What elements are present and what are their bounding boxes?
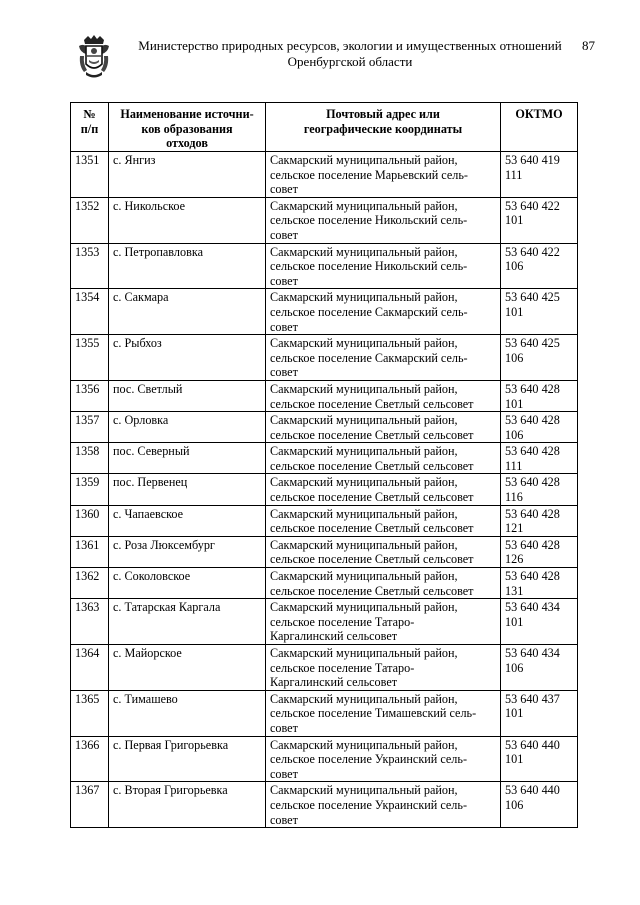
table-row [71,474,578,505]
source-name: с. Татарская Каргала [109,599,266,645]
page-header [0,34,640,84]
table-row [71,152,578,198]
oktmo-code: 53 640 425 101 [501,289,578,335]
address-cell: Сакмарский муниципальный район, сельское поселение Никольский сель- совет [266,197,501,243]
oktmo-code: 53 640 440 101 [501,736,578,782]
address-cell: Сакмарский муниципальный район, сельское поселение Татаро- Каргалинский сельсовет [266,645,501,691]
page-number: 87 [582,38,595,53]
col-header-number: № п/п [71,103,109,152]
address-cell: Сакмарский муниципальный район, сельское поселение Светлый сельсовет [266,474,501,505]
row-number: 1365 [71,690,109,736]
oktmo-code: 53 640 428 101 [501,380,578,411]
coat-of-arms-icon [76,34,112,80]
table-row [71,412,578,443]
source-name: с. Вторая Григорьевка [109,782,266,828]
oktmo-code: 53 640 428 111 [501,443,578,474]
table-row [71,599,578,645]
row-number: 1364 [71,645,109,691]
oktmo-code: 53 640 434 106 [501,645,578,691]
source-name: с. Майорское [109,645,266,691]
address-cell: Сакмарский муниципальный район, сельское поселение Украинский сель- совет [266,782,501,828]
row-number: 1363 [71,599,109,645]
table-row [71,736,578,782]
oktmo-code: 53 640 428 116 [501,474,578,505]
oktmo-code: 53 640 422 101 [501,197,578,243]
col-header-oktmo: ОКТМО [501,103,578,152]
oktmo-code: 53 640 428 131 [501,568,578,599]
address-cell: Сакмарский муниципальный район, сельское поселение Светлый сельсовет [266,443,501,474]
source-name: с. Роза Люксембург [109,536,266,567]
oktmo-code: 53 640 425 106 [501,335,578,381]
address-cell: Сакмарский муниципальный район, сельское поселение Украинский сель- совет [266,736,501,782]
table-row [71,335,578,381]
address-cell: Сакмарский муниципальный район, сельское поселение Татаро- Каргалинский сельсовет [266,599,501,645]
table-row [71,243,578,289]
source-name: с. Никольское [109,197,266,243]
source-name: с. Рыбхоз [109,335,266,381]
row-number: 1366 [71,736,109,782]
row-number: 1351 [71,152,109,198]
oktmo-code: 53 640 440 106 [501,782,578,828]
table-row [71,568,578,599]
row-number: 1355 [71,335,109,381]
table-row [71,690,578,736]
address-cell: Сакмарский муниципальный район, сельское поселение Тимашевский сель- совет [266,690,501,736]
address-cell: Сакмарский муниципальный район, сельское поселение Сакмарский сель- совет [266,289,501,335]
source-name: с. Первая Григорьевка [109,736,266,782]
oktmo-code: 53 640 437 101 [501,690,578,736]
source-name: с. Янгиз [109,152,266,198]
source-name: с. Чапаевское [109,505,266,536]
table-header-row [71,103,578,152]
oktmo-code: 53 640 428 121 [501,505,578,536]
table-row [71,289,578,335]
source-name: с. Сакмара [109,289,266,335]
address-cell: Сакмарский муниципальный район, сельское поселение Сакмарский сель- совет [266,335,501,381]
oktmo-code: 53 640 419 111 [501,152,578,198]
source-name: с. Петропавловка [109,243,266,289]
row-number: 1353 [71,243,109,289]
source-name: с. Орловка [109,412,266,443]
source-name: пос. Светлый [109,380,266,411]
address-cell: Сакмарский муниципальный район, сельское поселение Никольский сель- совет [266,243,501,289]
address-cell: Сакмарский муниципальный район, сельское поселение Светлый сельсовет [266,412,501,443]
row-number: 1357 [71,412,109,443]
row-number: 1358 [71,443,109,474]
table-row [71,505,578,536]
table-row [71,197,578,243]
row-number: 1356 [71,380,109,411]
table-row [71,536,578,567]
row-number: 1360 [71,505,109,536]
row-number: 1367 [71,782,109,828]
table-row [71,380,578,411]
row-number: 1352 [71,197,109,243]
waste-sources-table [70,102,578,828]
oktmo-code: 53 640 428 126 [501,536,578,567]
table-row [71,645,578,691]
oktmo-code: 53 640 428 106 [501,412,578,443]
ministry-title-line2: Оренбургской области [287,54,413,69]
ministry-title [130,38,570,70]
source-name: пос. Первенец [109,474,266,505]
oktmo-code: 53 640 434 101 [501,599,578,645]
address-cell: Сакмарский муниципальный район, сельское поселение Светлый сельсовет [266,568,501,599]
ministry-title-line1: Министерство природных ресурсов, экологии и имущественных отношений [138,38,562,53]
row-number: 1359 [71,474,109,505]
address-cell: Сакмарский муниципальный район, сельское поселение Марьевский сель- совет [266,152,501,198]
row-number: 1361 [71,536,109,567]
col-header-address: Почтовый адрес или географические координаты [266,103,501,152]
address-cell: Сакмарский муниципальный район, сельское поселение Светлый сельсовет [266,536,501,567]
col-header-source-name: Наименование источни- ков образования отходов [109,103,266,152]
source-name: с. Тимашево [109,690,266,736]
oktmo-code: 53 640 422 106 [501,243,578,289]
source-name: с. Соколовское [109,568,266,599]
row-number: 1354 [71,289,109,335]
table-row [71,443,578,474]
source-name: пос. Северный [109,443,266,474]
address-cell: Сакмарский муниципальный район, сельское поселение Светлый сельсовет [266,505,501,536]
table-row [71,782,578,828]
row-number: 1362 [71,568,109,599]
address-cell: Сакмарский муниципальный район, сельское поселение Светлый сельсовет [266,380,501,411]
